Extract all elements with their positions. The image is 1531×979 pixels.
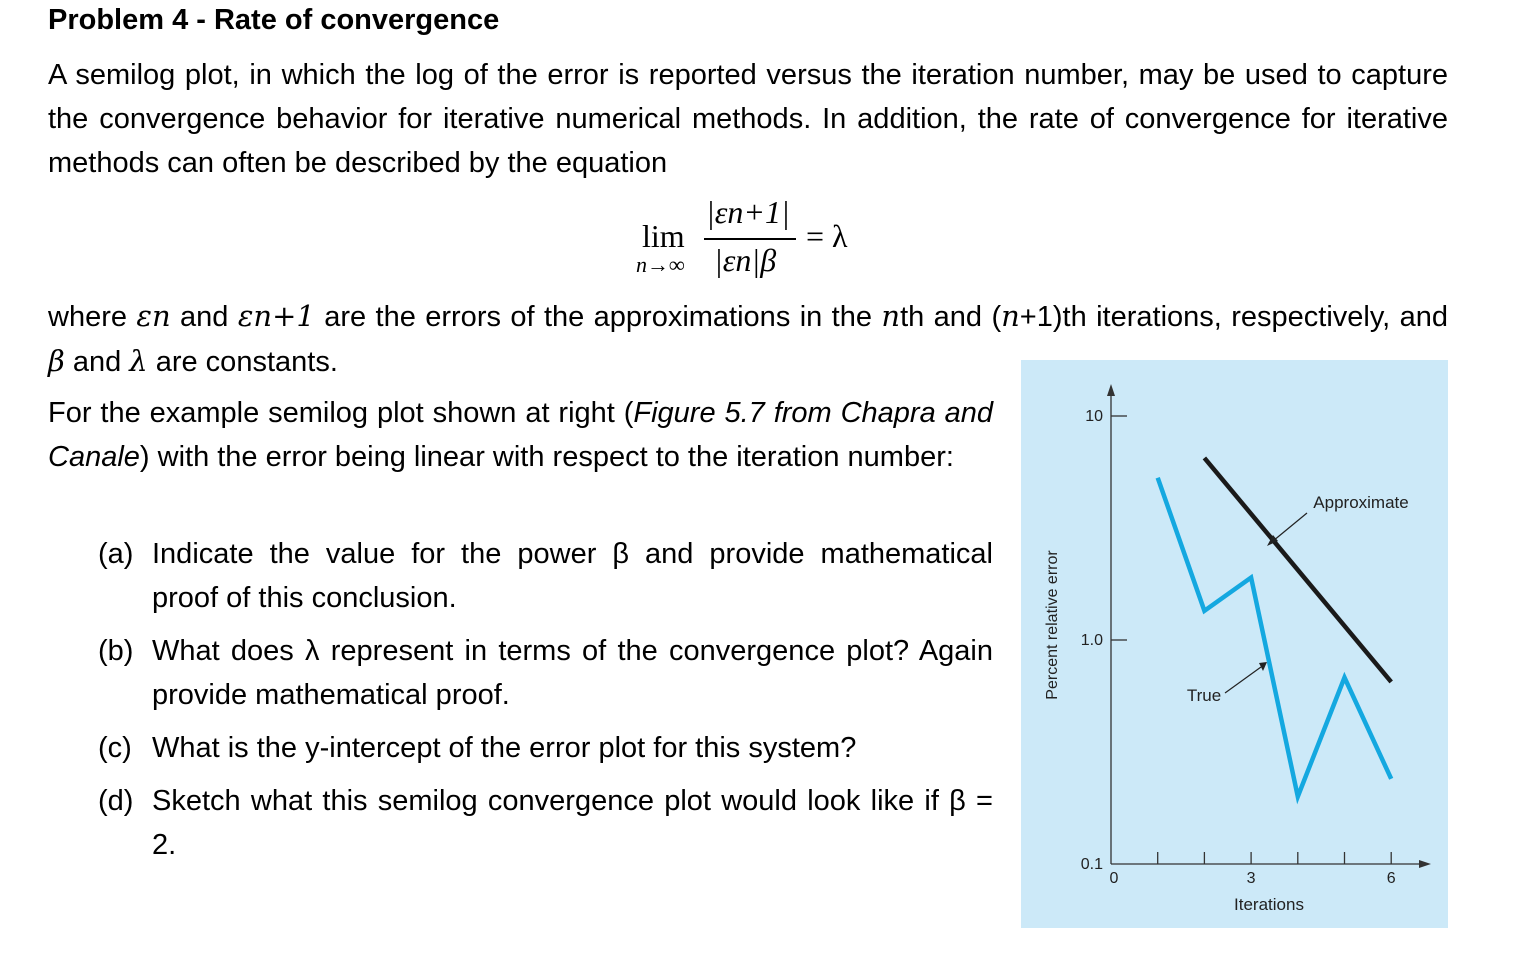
question-label: (c) — [98, 732, 132, 764]
p2-n1: n — [1001, 299, 1020, 333]
question-b — [98, 629, 993, 717]
problem-title: Problem 4 - Rate of convergence — [48, 4, 500, 36]
eq-limit-subscript: n→∞ — [636, 252, 685, 277]
p2-lambda: λ — [129, 344, 148, 378]
question-label: (a) — [98, 538, 134, 570]
x-tick-label: 3 — [1246, 870, 1256, 887]
eq-numerator: |εn+1| — [706, 194, 790, 230]
annotation-approximate: Approximate — [1313, 493, 1409, 512]
p2-nth: n — [881, 299, 901, 333]
y-axis-label: Percent relative error — [1044, 550, 1061, 700]
question-d — [98, 779, 993, 867]
question-list — [98, 532, 993, 867]
p3-text-1: For the example semilog plot shown at right ( — [48, 397, 634, 429]
question-c — [98, 726, 993, 770]
question-label: (d) — [98, 785, 134, 817]
p2-eps-n: εn — [136, 299, 171, 333]
p2-eps-n1: εn+1 — [237, 299, 315, 333]
annotation-approximate-leader — [1273, 513, 1307, 541]
question-text: Sketch what this semilog convergence plot would look like if β = 2. — [152, 785, 993, 861]
question-text: What is the y-intercept of the error plot for this system? — [152, 732, 857, 764]
p2-text-7: are constants. — [147, 346, 338, 378]
series-approximate-line — [1204, 458, 1391, 682]
p3-citation: Figure 5.7 from Chapra and Canale — [48, 397, 993, 473]
p2-text-3: are the errors of the approximations in the — [314, 301, 882, 333]
p2-text-5: +1)th iterations, respectively, and — [1019, 301, 1449, 333]
intro-paragraph: A semilog plot, in which the log of the error is reported versus the iteration number, may be used to capture the convergence behavior for iterative numerical methods. In addition, the rate of convergence for iterative methods can often be described by the equation — [48, 59, 1448, 179]
annotation-true: True — [1186, 686, 1222, 705]
x-tick-label: 0 — [1109, 870, 1119, 887]
p2-text-2: and — [170, 301, 238, 333]
p2-beta: β — [48, 344, 65, 378]
y-tick-label: 0.1 — [1080, 856, 1103, 873]
semilog-chart — [1021, 360, 1448, 928]
y-tick-label: 10 — [1085, 408, 1103, 425]
convergence-figure — [1021, 360, 1448, 928]
annotation-true-arrow — [1259, 662, 1267, 671]
y-axis-arrow — [1107, 384, 1115, 396]
example-paragraph — [48, 391, 993, 479]
annotation-true-leader — [1225, 667, 1261, 693]
p2-text-6: and — [64, 346, 130, 378]
x-axis-arrow — [1419, 860, 1431, 868]
x-tick-label: 6 — [1386, 870, 1396, 887]
eq-lim: lim — [642, 218, 685, 254]
p3-text-2: ) with the error being linear with respect to the iteration number: — [139, 441, 954, 473]
eq-fraction-bar — [704, 238, 796, 240]
question-text: What does λ represent in terms of the convergence plot? Again provide mathematical proof. — [152, 635, 993, 711]
p2-text-1: where — [48, 301, 137, 333]
eq-denominator: |εn|β — [714, 242, 777, 278]
eq-rhs: = λ — [806, 218, 848, 254]
p2-text-4: th and ( — [900, 301, 1002, 333]
convergence-equation — [636, 194, 876, 284]
y-tick-label: 1.0 — [1080, 632, 1103, 649]
question-label: (b) — [98, 635, 134, 667]
x-axis-label: Iterations — [1234, 895, 1304, 914]
question-a — [98, 532, 993, 620]
question-text: Indicate the value for the power β and provide mathematical proof of this conclusion. — [152, 538, 993, 614]
